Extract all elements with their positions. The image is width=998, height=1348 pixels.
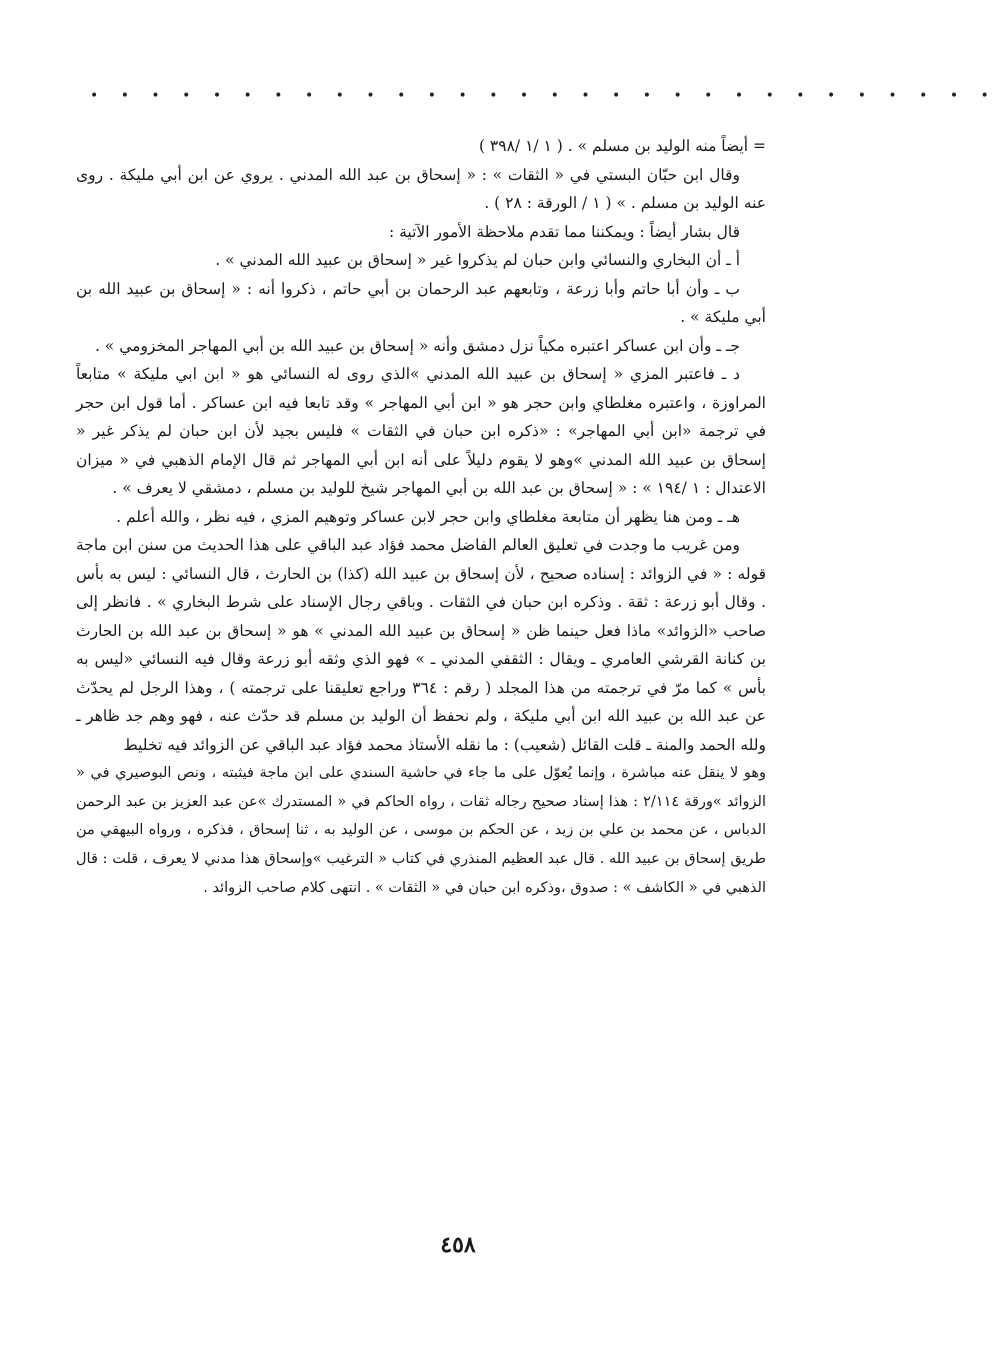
paragraph: وهو لا ينقل عنه مباشرة ، وإنما يُعوّل على ما جاء في حاشية السندي على ابن ماجة فيثبته ، ونص البوصيري في « الزوائد »ورقة ٢/١١٤ : هذا إسناد صحيح رجاله ثقات ، رواه الحاكم في « المستدرك »عن عبد العزيز بن عبد الرحمن الدباس ، عن محمد بن علي بن زيد ، عن الحكم بن موسى ، عن الوليد به ، ثنا إسحاق ، فذكره ، ورواه البيهقي من طريق إسحاق بن عبيد الله . قال عبد العظيم المنذري في كتاب « الترغيب »وإسحاق هذا مدني لا يعرف ، قلت : قال الذهبي في « الكاشف » : صدوق ،وذكره ابن حبان في « الثقات » . انتهى كلام صاحب الزوائد . bbox=[76, 765, 766, 896]
separator-dots: • • • • • • • • • • • • • • • • • • • • • • • • • • • • • • bbox=[90, 88, 998, 104]
paragraph: أ ـ أن البخاري والنسائي وابن حبان لم يذكروا غير « إسحاق بن عبيد الله المدني » . bbox=[215, 251, 740, 269]
paragraph: ومن غريب ما وجدت في تعليق العالم الفاضل محمد فؤاد عبد الباقي على هذا الحديث من سنن ابن ماجة قوله : « في الزوائد : إسناده صحيح ، لأن إسحاق بن عبيد الله (كذا) بن الحارث ، قال النسائي : ليس به بأس . وقال أبو زرعة : ثقة . وذكره ابن حبان في الثقات . وباقي رجال الإسناد على شرط البخاري » . فانظر إلى صاحب «الزوائد» ماذا فعل حينما ظن « إسحاق بن عبيد الله المدني » هو « إسحاق بن عبد الله بن الحارث بن كنانة القرشي العامري ـ ويقال : الثقفي المدني ـ » فهو الذي وثقه أبو زرعة وقال فيه النسائي «ليس به بأس » كما مرّ في ترجمته من هذا المجلد ( رقم : ٣٦٤ وراجع تعليقنا على ترجمته ) ، وهذا الرجل لم يحدّث عن عبد الله بن عبيد الله ابن أبي مليكة ، ولم نحفظ أن الوليد بن مسلم قد حدّث عنه ، فهو وهم جد ظاهر ـ ولله الحمد والمنة ـ قلت القائل (شعيب) : ما نقله الأستاذ محمد فؤاد عبد الباقي عن الزوائد فيه تخليط bbox=[76, 536, 766, 754]
page-number: ٤٥٨ bbox=[440, 1232, 476, 1258]
page-body bbox=[76, 132, 766, 903]
paragraph: د ـ فاعتبر المزي « إسحاق بن عبيد الله المدني »الذي روى له النسائي هو « ابن ابي مليكة » متابعاً المراوزة ، واعتبره مغلطاي وابن حجر هو « ابن أبي المهاجر » وقد تابعا فيه ابن عساكر . أما قول ابن حجر في ترجمة «ابن أبي المهاجر» : «ذكره ابن حبان في الثقات » فليس بجيد لأن ابن حبان لم يذكر غير « إسحاق بن عبيد الله المدني »وهو لا يقوم دليلاً على أنه ابن أبي المهاجر ثم قال الإمام الذهبي في « ميزان الاعتدال : ١ /١٩٤ » : « إسحاق بن عبد الله بن أبي المهاجر شيخ للوليد بن مسلم ، دمشقي لا يعرف » . bbox=[76, 365, 766, 497]
paragraph: ب ـ وأن أبا حاتم وأبا زرعة ، وتابعهم عبد الرحمان بن أبي حاتم ، ذكروا أنه : « إسحاق بن عبيد الله بن أبي مليكة » . bbox=[76, 279, 766, 326]
paragraph: جـ ـ وأن ابن عساكر اعتبره مكياً نزل دمشق وأنه « إسحاق بن عبيد الله بن أبي المهاجر المخزومي » . bbox=[94, 336, 740, 355]
paragraph: هـ ـ ومن هنا يظهر أن متابعة مغلطاي وابن حجر لابن عساكر وتوهيم المزي ، فيه نظر ، والله أعلم . bbox=[116, 507, 740, 526]
paragraph: قال بشار أيضاً : ويمكننا مما تقدم ملاحظة الأمور الآتية : bbox=[388, 222, 740, 241]
paragraph: = أيضاً منه الوليد بن مسلم » . ( ١ /١ /٣٩٨ ) bbox=[478, 137, 766, 155]
paragraph: وقال ابن حبّان البستي في « الثقات » : « إسحاق بن عبد الله المدني . يروي عن ابن أبي مليكة . روى عنه الوليد بن مسلم . » ( ١ / الورقة : ٢٨ ) . bbox=[76, 165, 766, 212]
